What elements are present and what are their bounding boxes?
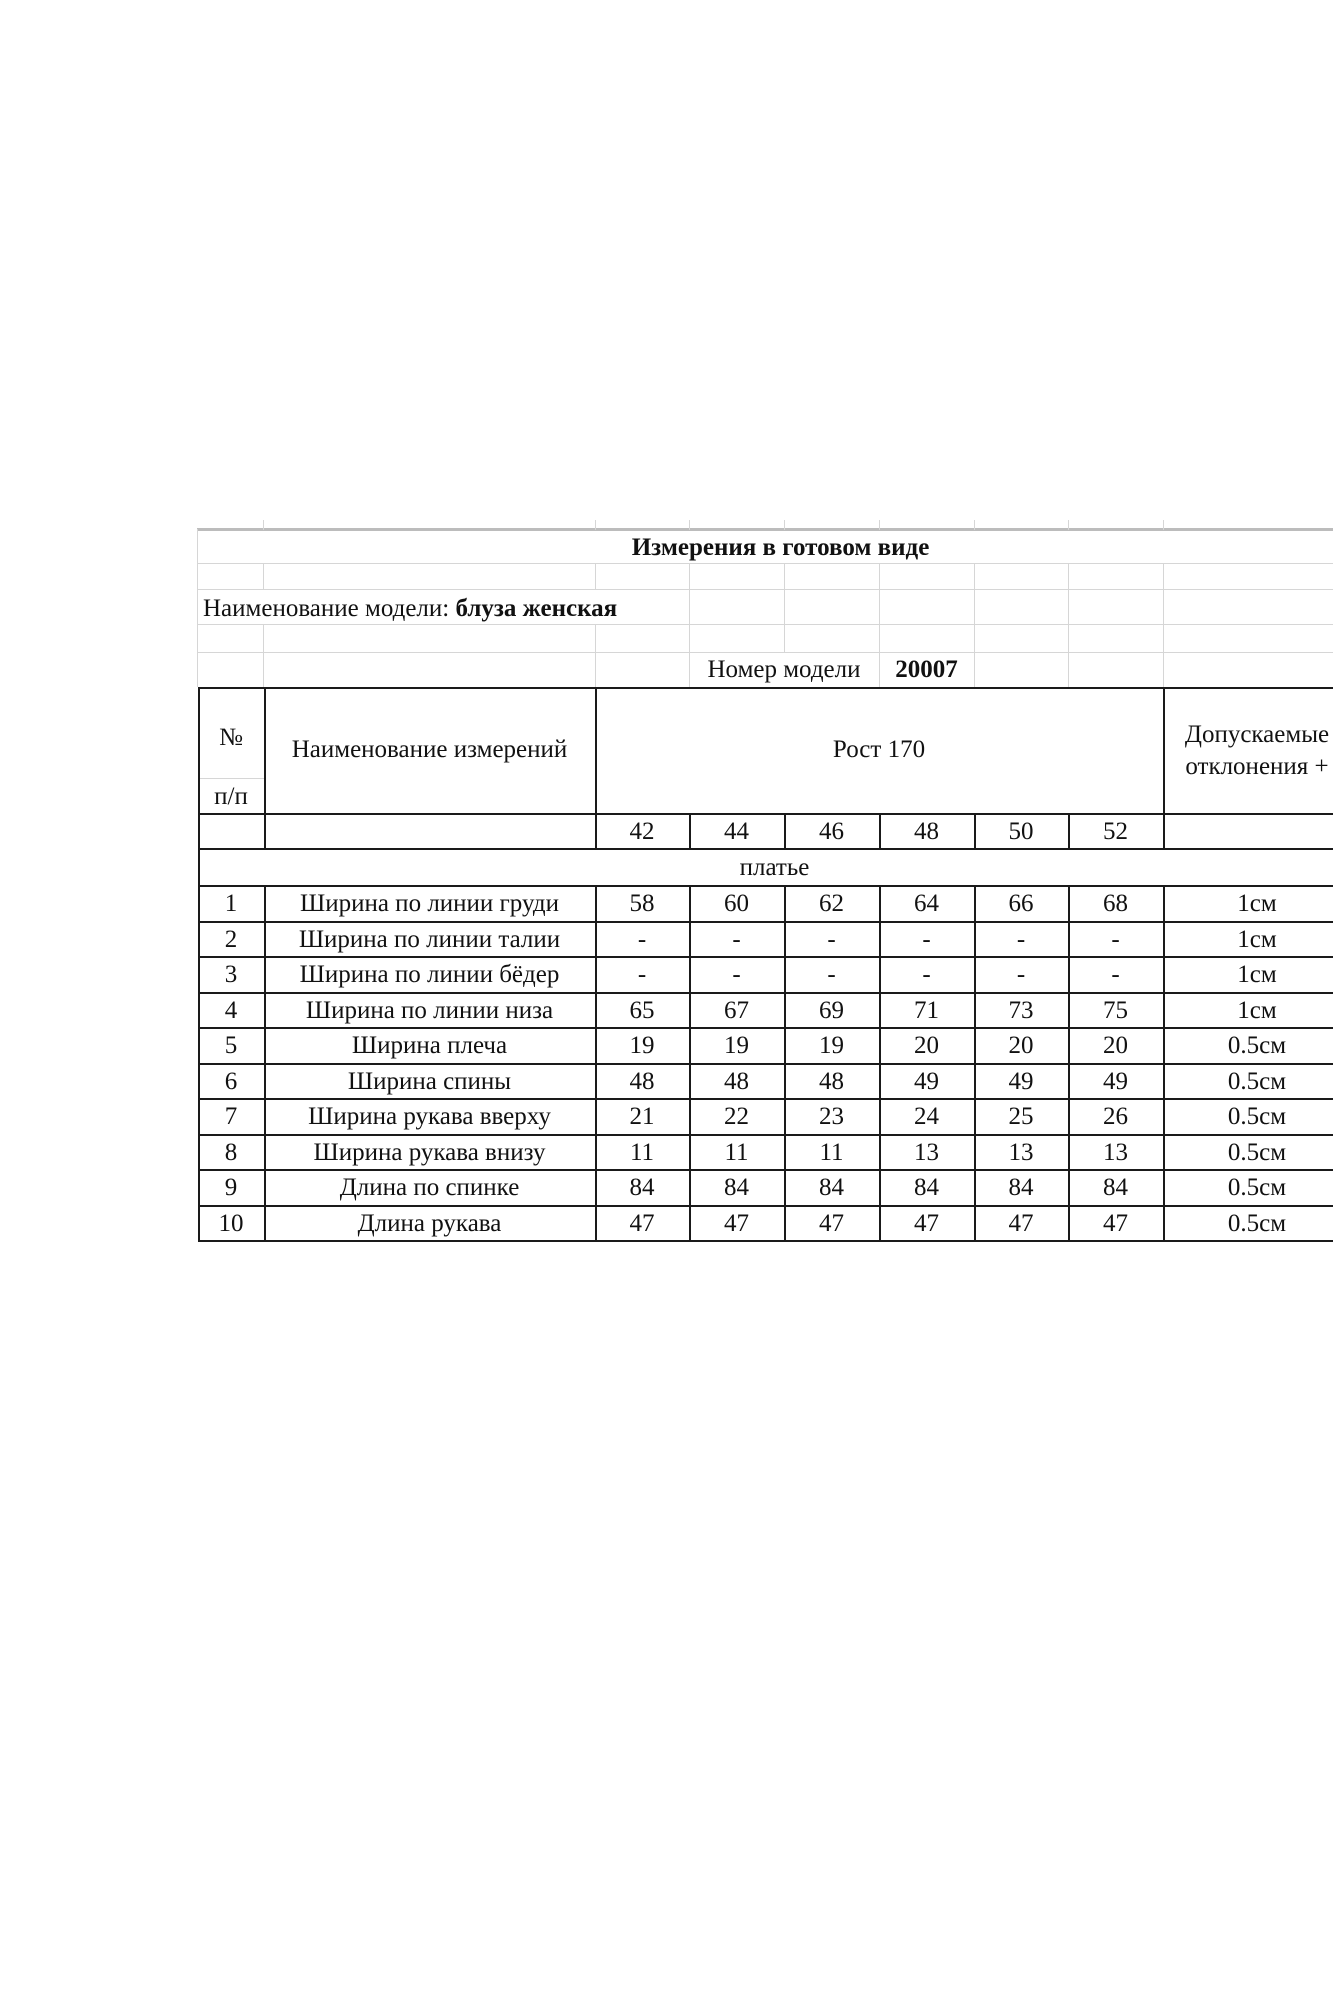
row-value-cell: -: [827, 961, 836, 988]
gridline: [784, 589, 785, 624]
row-value-cell: -: [1111, 926, 1120, 953]
header-height: Рост 170: [832, 736, 926, 763]
row-value-cell: 47: [724, 1210, 749, 1237]
row-value-cell: 47: [1103, 1210, 1128, 1237]
row-measurement-name: Ширина по линии груди: [299, 890, 560, 917]
row-value-cell: 49: [1008, 1068, 1034, 1095]
row-value-cell: -: [732, 961, 741, 988]
gridline: [1163, 564, 1164, 589]
row-value-cell: 20: [1103, 1032, 1128, 1059]
row-value-cell: -: [827, 926, 836, 953]
row-value-cell: -: [1111, 961, 1120, 988]
row-value-cell: 47: [629, 1210, 655, 1237]
row-tolerance: 0.5см: [1227, 1139, 1287, 1166]
size-header-cell: 52: [1103, 817, 1128, 845]
gridline: [1068, 624, 1069, 652]
size-header-cell: 42: [629, 817, 655, 845]
gridline: [1068, 520, 1069, 530]
row-value-cell: 84: [629, 1174, 655, 1201]
gridline: [263, 624, 264, 652]
row-value-cell: 49: [1103, 1068, 1128, 1095]
row-number: 5: [224, 1032, 238, 1059]
row-value-cell: 58: [629, 890, 655, 917]
gridline: [1163, 589, 1164, 624]
row-tolerance: 1см: [1237, 997, 1277, 1024]
row-measurement-name: Ширина по линии низа: [305, 997, 554, 1024]
row-value-cell: -: [732, 926, 741, 953]
row-value-cell: 13: [1103, 1139, 1128, 1166]
gridline: [1068, 564, 1069, 589]
row-value-cell: 75: [1103, 997, 1128, 1024]
row-value-cell: 49: [914, 1068, 939, 1095]
gridline: [974, 564, 975, 589]
gridline: [689, 589, 690, 624]
row-value-cell: 11: [629, 1139, 655, 1166]
row-value-cell: 65: [629, 997, 655, 1024]
gridline: [263, 564, 264, 589]
gridline: [595, 520, 596, 530]
row-value-cell: 84: [1008, 1174, 1034, 1201]
gridline: [784, 520, 785, 530]
size-header-cell: 50: [1008, 817, 1034, 845]
gridline: [974, 520, 975, 530]
gridline: [974, 624, 975, 652]
gridline: [1163, 652, 1164, 687]
model-name-value: блуза женская: [455, 595, 618, 622]
row-value-cell: 20: [914, 1032, 939, 1059]
gridline: [263, 652, 264, 687]
row-value-cell: 66: [1008, 890, 1034, 917]
row-value-cell: 69: [819, 997, 844, 1024]
row-value-cell: 11: [724, 1139, 749, 1166]
document-title: Измерения в готовом виде: [631, 533, 930, 561]
row-value-cell: -: [1016, 926, 1026, 953]
row-value-cell: 84: [724, 1174, 749, 1201]
gridline: [974, 652, 975, 687]
row-value-cell: 26: [1103, 1103, 1128, 1130]
gridline: [595, 624, 596, 652]
gridline: [689, 520, 690, 530]
row-tolerance: 0.5см: [1227, 1174, 1287, 1201]
row-value-cell: -: [637, 926, 647, 953]
row-measurement-name: Ширина по линии бёдер: [299, 961, 560, 988]
row-number: 7: [224, 1103, 238, 1130]
header-tolerance-line1: Допускаемые: [1184, 720, 1330, 748]
row-measurement-name: Длина по спинке: [339, 1174, 520, 1201]
section-label: платье: [739, 853, 810, 881]
header-measurement-name: Наименование измерений: [291, 736, 568, 763]
row-value-cell: 48: [724, 1068, 749, 1095]
row-tolerance: 0.5см: [1227, 1032, 1287, 1059]
row-value-cell: -: [922, 926, 931, 953]
row-value-cell: 24: [914, 1103, 939, 1130]
row-measurement-name: Ширина рукава внизу: [313, 1139, 546, 1166]
header-num-symbol: №: [219, 724, 243, 751]
row-value-cell: 73: [1008, 997, 1034, 1024]
gridline: [879, 589, 880, 624]
row-number: 2: [224, 926, 238, 953]
row-value-cell: 62: [819, 890, 844, 917]
row-value-cell: 20: [1008, 1032, 1034, 1059]
gridline: [879, 624, 880, 652]
gridline: [784, 624, 785, 652]
gridline: [263, 520, 264, 530]
row-measurement-name: Длина рукава: [357, 1210, 502, 1237]
row-value-cell: 67: [724, 997, 749, 1024]
row-number: 4: [224, 997, 238, 1024]
row-value-cell: 19: [629, 1032, 655, 1059]
row-value-cell: 84: [914, 1174, 939, 1201]
row-number: 6: [224, 1068, 238, 1095]
row-measurement-name: Ширина рукава вверху: [308, 1103, 551, 1130]
gridline: [689, 624, 690, 652]
row-value-cell: 60: [724, 890, 749, 917]
row-tolerance: 0.5см: [1227, 1068, 1287, 1095]
row-value-cell: 23: [819, 1103, 844, 1130]
model-number-value: 20007: [895, 656, 958, 683]
gridline: [595, 564, 596, 589]
gridline: [1068, 652, 1069, 687]
gridline: [879, 520, 880, 530]
row-value-cell: 22: [724, 1103, 749, 1130]
gridline: [1068, 589, 1069, 624]
row-value-cell: 71: [914, 997, 939, 1024]
size-header-cell: 46: [819, 817, 844, 845]
row-value-cell: -: [1016, 961, 1026, 988]
row-value-cell: 64: [914, 890, 939, 917]
row-number: 8: [224, 1139, 238, 1166]
row-value-cell: 13: [1008, 1139, 1034, 1166]
row-tolerance: 0.5см: [1227, 1103, 1287, 1130]
gridline: [1163, 624, 1164, 652]
header-tolerance: [1163, 689, 1333, 813]
header-num-divider: [198, 778, 264, 779]
row-value-cell: 25: [1008, 1103, 1034, 1130]
row-number: 1: [224, 890, 238, 917]
size-header-cell: 48: [914, 817, 939, 845]
gridline: [784, 564, 785, 589]
gridline: [689, 564, 690, 589]
gridline: [974, 589, 975, 624]
row-value-cell: -: [637, 961, 647, 988]
row-value-cell: -: [922, 961, 931, 988]
row-value-cell: 47: [914, 1210, 939, 1237]
model-name-label: Наименование модели:: [203, 595, 450, 622]
model-name-row: [203, 596, 617, 621]
row-value-cell: 11: [819, 1139, 844, 1166]
row-number: 10: [218, 1210, 244, 1237]
row-measurement-name: Ширина по линии талии: [298, 926, 561, 953]
row-value-cell: 48: [629, 1068, 655, 1095]
gridline: [879, 564, 880, 589]
size-header-cell: 44: [724, 817, 749, 845]
row-measurement-name: Ширина спины: [347, 1068, 512, 1095]
row-value-cell: 84: [1103, 1174, 1128, 1201]
gridline: [1163, 520, 1164, 530]
row-value-cell: 84: [819, 1174, 844, 1201]
model-number-label: Номер модели: [707, 656, 861, 683]
header-num-sub: п/п: [214, 782, 248, 810]
row-value-cell: 48: [819, 1068, 844, 1095]
gridline: [595, 652, 596, 687]
row-measurement-name: Ширина плеча: [351, 1032, 508, 1059]
row-value-cell: 21: [629, 1103, 655, 1130]
row-value-cell: 19: [724, 1032, 749, 1059]
row-number: 9: [224, 1174, 238, 1201]
row-value-cell: 19: [819, 1032, 844, 1059]
row-value-cell: 47: [1008, 1210, 1034, 1237]
row-tolerance: 1см: [1237, 961, 1277, 988]
row-tolerance: 0.5см: [1227, 1210, 1287, 1237]
row-tolerance: 1см: [1237, 926, 1277, 953]
row-value-cell: 68: [1103, 890, 1128, 917]
row-number: 3: [224, 961, 238, 988]
row-value-cell: 47: [819, 1210, 844, 1237]
header-tolerance-line2: отклонения +: [1185, 753, 1329, 780]
row-tolerance: 1см: [1237, 890, 1277, 917]
row-value-cell: 13: [914, 1139, 939, 1166]
